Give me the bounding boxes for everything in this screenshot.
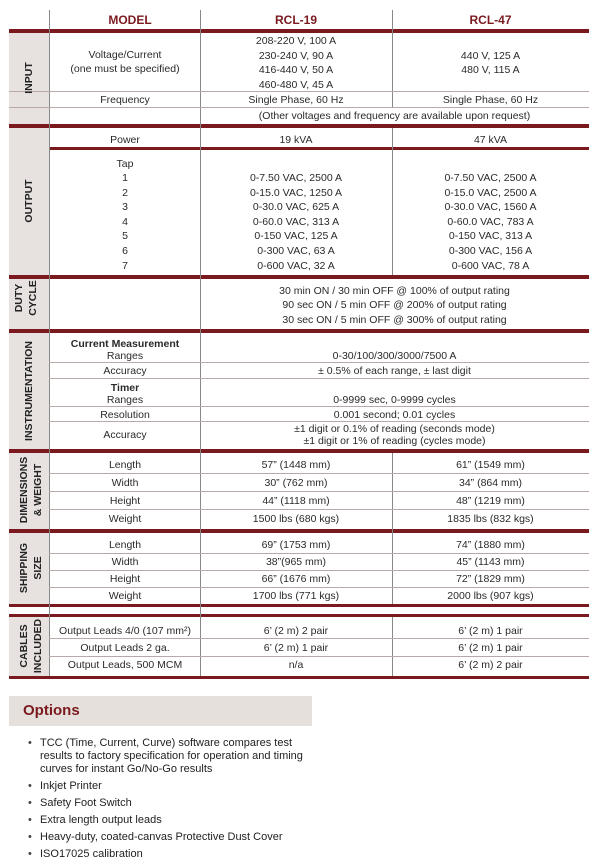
rcl47-shipping: 45” (1143 mm) bbox=[456, 556, 525, 568]
timer-resolution: 0.001 second; 0.01 cycles bbox=[333, 409, 456, 421]
rcl19-cable: 6’ (2 m) 2 pair bbox=[263, 625, 329, 637]
duty-line: 30 min ON / 30 min OFF @ 100% of output rating bbox=[279, 285, 510, 297]
row-divider bbox=[49, 656, 589, 657]
rcl47-tap-output: 0-60.0 VAC, 783 A bbox=[447, 215, 534, 228]
rcl47-tap-output: 0-30.0 VAC, 1560 A bbox=[444, 201, 537, 214]
option-item: • Safety Foot Switch bbox=[22, 797, 322, 810]
rcl19-vc: 416-440 V, 50 A bbox=[258, 64, 334, 76]
rcl19-cable: n/a bbox=[288, 659, 304, 671]
rcl19-header: RCL-19 bbox=[274, 13, 317, 27]
section-label-duty: DUTY bbox=[13, 283, 25, 313]
option-item: • Extra length output leads bbox=[22, 814, 322, 827]
rcl47-shipping: 72” (1829 mm) bbox=[456, 573, 525, 585]
rcl47-vc: 440 V, 125 A bbox=[460, 50, 521, 62]
duty-line: 30 sec ON / 5 min OFF @ 300% of output rating bbox=[282, 314, 507, 326]
section-label-cycle: CYCLE bbox=[27, 280, 39, 316]
row-divider bbox=[49, 378, 589, 379]
tap-number: 1 bbox=[122, 172, 128, 184]
row-divider bbox=[49, 553, 589, 554]
section-label-instrumentation: INSTRUMENTATION bbox=[23, 341, 35, 441]
rcl19-tap-output: 0-30.0 VAC, 625 A bbox=[252, 201, 340, 214]
row-divider bbox=[9, 107, 589, 108]
cable-500mcm-label: Output Leads, 500 MCM bbox=[67, 659, 183, 671]
section-label-cables: CABLES bbox=[18, 624, 30, 668]
rcl47-tap-output: 0-600 VAC, 78 A bbox=[451, 259, 530, 272]
section-label-input: INPUT bbox=[23, 62, 35, 94]
rcl19-shipping: 38”(965 mm) bbox=[265, 556, 327, 568]
section-divider bbox=[9, 124, 589, 128]
section-label-output: OUTPUT bbox=[23, 179, 35, 223]
tap-number: 2 bbox=[122, 186, 128, 199]
section-divider bbox=[9, 676, 589, 679]
rcl47-cable: 6’ (2 m) 1 pair bbox=[458, 642, 523, 654]
rcl47-dimension: 48” (1219 mm) bbox=[456, 495, 525, 507]
rcl47-shipping: 74” (1880 mm) bbox=[456, 539, 525, 551]
shipping-label: Length bbox=[108, 539, 142, 551]
rcl19-vc: 460-480 V, 45 A bbox=[258, 79, 334, 91]
tap-label: Tap bbox=[116, 158, 134, 170]
power-label: Power bbox=[110, 134, 140, 146]
rcl47-tap-output: 0-300 VAC, 156 A bbox=[448, 245, 533, 257]
voltage-current-label: Voltage/Current bbox=[88, 49, 162, 61]
rcl19-tap-output: 0-150 VAC, 125 A bbox=[254, 230, 338, 243]
rcl19-shipping: 69” (1753 mm) bbox=[261, 539, 331, 551]
section-label-size: SIZE bbox=[32, 556, 44, 580]
section-divider bbox=[9, 529, 589, 533]
rcl19-power: 19 kVA bbox=[279, 134, 313, 146]
cm-accuracy: ± 0.5% of each range, ± last digit bbox=[318, 365, 471, 377]
option-item: • Inkjet Printer bbox=[22, 780, 322, 793]
input-note: (Other voltages and frequency are available upon request) bbox=[258, 110, 531, 122]
rcl19-tap-output: 0-600 VAC, 32 A bbox=[257, 259, 335, 272]
rcl19-dimension: 44” (1118 mm) bbox=[262, 495, 330, 507]
duty-line: 90 sec ON / 5 min OFF @ 200% of output rating bbox=[282, 299, 507, 311]
rcl19-tap-output: 0-7.50 VAC, 2500 A bbox=[249, 172, 343, 184]
rcl47-cable: 6’ (2 m) 1 pair bbox=[458, 625, 523, 637]
rcl19-vc: 230-240 V, 90 A bbox=[258, 50, 334, 62]
rcl19-tap-output: 0-15.0 VAC, 1250 A bbox=[249, 186, 343, 199]
rcl19-cable: 6’ (2 m) 1 pair bbox=[263, 642, 329, 654]
timer-resolution-label: Resolution bbox=[100, 409, 150, 421]
options-title: Options bbox=[23, 702, 80, 719]
cable-4-0-label: Output Leads 4/0 (107 mm²) bbox=[59, 625, 191, 637]
shipping-label: Height bbox=[109, 573, 141, 585]
timer-accuracy-label: Accuracy bbox=[103, 429, 147, 441]
dimension-label: Height bbox=[109, 495, 141, 507]
rcl47-dimension: 1835 lbs (832 kgs) bbox=[447, 513, 534, 525]
section-divider bbox=[9, 147, 589, 150]
rcl19-shipping: 1700 lbs (771 kgs) bbox=[252, 590, 340, 602]
tap-number: 7 bbox=[122, 259, 128, 272]
rcl19-dimension: 1500 lbs (680 kgs) bbox=[252, 513, 340, 525]
rcl47-dimension: 34” (864 mm) bbox=[458, 477, 522, 489]
rcl47-cable: 6’ (2 m) 2 pair bbox=[458, 659, 523, 671]
tap-number: 6 bbox=[122, 245, 128, 257]
cable-2ga-label: Output Leads 2 ga. bbox=[80, 642, 170, 654]
rcl47-frequency: Single Phase, 60 Hz bbox=[442, 94, 539, 106]
timer-accuracy-seconds: ±1 digit or 0.1% of reading (seconds mode) bbox=[294, 423, 495, 435]
timer-ranges: 0-9999 sec, 0-9999 cycles bbox=[333, 394, 456, 406]
rcl19-dimension: 57” (1448 mm) bbox=[261, 459, 331, 471]
shipping-label: Width bbox=[111, 556, 139, 568]
timer-title: Timer bbox=[110, 382, 140, 394]
section-divider bbox=[9, 275, 589, 279]
option-item: • ISO17025 calibration bbox=[22, 848, 322, 861]
row-divider bbox=[49, 570, 589, 571]
rcl47-power: 47 kVA bbox=[473, 134, 508, 146]
section-label-weight: & WEIGHT bbox=[32, 463, 44, 517]
option-item: • TCC (Time, Current, Curve) software compares test results to factory specification for operation and timing curves for instant Go/No-Go results bbox=[22, 737, 322, 776]
row-divider bbox=[49, 638, 589, 639]
current-measurement-title: Current Measurement bbox=[70, 338, 180, 350]
rcl47-header: RCL-47 bbox=[469, 13, 512, 27]
shipping-label: Weight bbox=[108, 590, 142, 602]
tap-number: 4 bbox=[122, 215, 128, 228]
rcl19-frequency: Single Phase, 60 Hz bbox=[248, 94, 344, 106]
row-divider bbox=[49, 473, 589, 474]
rcl19-dimension: 30” (762 mm) bbox=[264, 477, 328, 489]
row-divider bbox=[49, 509, 589, 510]
rcl47-tap-output: 0-150 VAC, 313 A bbox=[448, 230, 533, 243]
tap-number: 3 bbox=[122, 201, 128, 214]
cm-ranges-label: Ranges bbox=[106, 350, 144, 362]
section-divider bbox=[9, 614, 589, 617]
section-divider bbox=[9, 449, 589, 453]
row-divider bbox=[49, 491, 589, 492]
model-header: MODEL bbox=[108, 13, 152, 27]
cm-ranges: 0-30/100/300/3000/7500 A bbox=[332, 350, 457, 362]
section-divider bbox=[9, 329, 589, 333]
rcl47-tap-output: 0-7.50 VAC, 2500 A bbox=[444, 172, 537, 184]
frequency-label: Frequency bbox=[100, 94, 150, 106]
rcl47-tap-output: 0-15.0 VAC, 2500 A bbox=[444, 186, 537, 199]
rcl19-shipping: 66” (1676 mm) bbox=[261, 573, 331, 585]
option-item: • Heavy-duty, coated-canvas Protective Dust Cover bbox=[22, 831, 322, 844]
rcl47-dimension: 61” (1549 mm) bbox=[456, 459, 525, 471]
voltage-current-note: (one must be specified) bbox=[70, 63, 180, 75]
section-label-dimensions: DIMENSIONS bbox=[18, 456, 30, 524]
rcl19-tap-output: 0-300 VAC, 63 A bbox=[257, 245, 335, 257]
timer-accuracy-cycles: ±1 digit or 1% of reading (cycles mode) bbox=[303, 435, 486, 447]
cm-accuracy-label: Accuracy bbox=[103, 365, 147, 377]
rcl19-vc: 208-220 V, 100 A bbox=[255, 35, 337, 47]
options-list bbox=[22, 737, 322, 865]
tap-number: 5 bbox=[122, 230, 128, 243]
rcl19-tap-output: 0-60.0 VAC, 313 A bbox=[252, 215, 340, 228]
dimension-label: Weight bbox=[108, 513, 142, 525]
row-divider bbox=[49, 587, 589, 588]
dimension-label: Length bbox=[108, 459, 142, 471]
rcl47-vc: 480 V, 115 A bbox=[461, 64, 520, 76]
section-label-included: INCLUDED bbox=[32, 618, 44, 674]
section-divider bbox=[9, 29, 589, 33]
timer-ranges-label: Ranges bbox=[106, 394, 144, 406]
section-label-shipping: SHIPPING bbox=[18, 542, 30, 594]
section-divider bbox=[9, 604, 589, 607]
rcl47-shipping: 2000 lbs (907 kgs) bbox=[447, 590, 534, 602]
dimension-label: Width bbox=[111, 477, 139, 489]
